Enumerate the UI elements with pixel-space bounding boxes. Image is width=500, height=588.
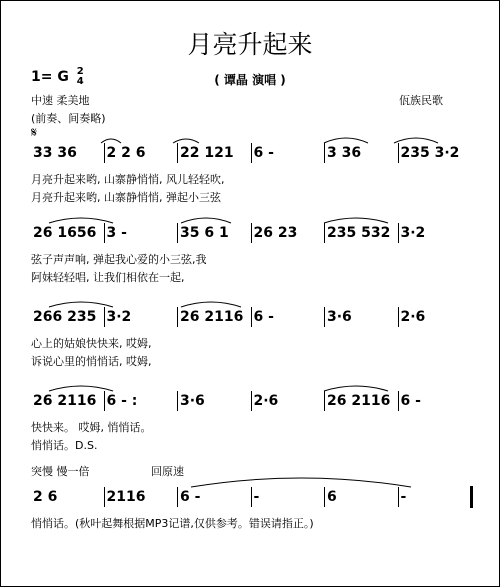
bar: 266 235 (31, 307, 105, 327)
bar: 3 - (105, 223, 179, 243)
final-barline (470, 486, 473, 508)
notation-line-2 (31, 223, 471, 243)
notation-line-5 (31, 487, 471, 507)
bar: 6 (325, 487, 399, 507)
bar: 6 - (252, 143, 326, 163)
key-signature (31, 67, 84, 87)
lyric-text: 心上的姑娘快快来, 哎姆, (31, 337, 152, 350)
bar: 3 36 (325, 143, 399, 163)
lyric-line (31, 353, 471, 369)
bar: 3·2 (400, 225, 426, 241)
slur (191, 478, 411, 487)
bar: 26 2116 (31, 391, 105, 411)
coda-marking: 回原速 (151, 465, 184, 478)
segno-mark: 𝄋 (31, 125, 38, 141)
bar: 3·6 (325, 307, 399, 327)
bar: 3·6 (178, 391, 252, 411)
prelude-note: (前奏、间奏略) (31, 112, 106, 125)
lyric-line (31, 515, 471, 531)
bar: 26 23 (252, 223, 326, 243)
bar: 26 2116 (178, 307, 252, 327)
lyric-text: 阿妹轻轻唱, 让我们相依在一起, (31, 271, 185, 284)
bar: 26 2116 (325, 391, 399, 411)
notation-line-4 (31, 391, 471, 411)
bar: 3·2 (105, 307, 179, 327)
lyric-text: 悄悄话。D.S. (31, 439, 98, 452)
bar: - (400, 489, 407, 505)
bar: 235 532 (325, 223, 399, 243)
bar: 2 6 (31, 487, 105, 507)
time-signature (77, 67, 84, 87)
bar: 6 - (178, 487, 252, 507)
bar: 235 3·2 (400, 145, 460, 161)
lyric-line (31, 335, 471, 351)
bar: 2·6 (400, 309, 426, 325)
final-tempo-marking: 突慢 慢一倍 (31, 465, 90, 478)
lyric-text: 诉说心里的悄悄话, 哎姆, (31, 355, 152, 368)
lyric-text: 月亮升起来哟, 山寨静悄悄, 风儿轻轻吹, (31, 173, 225, 186)
lyric-text: 悄悄话。(秋叶起舞根据MP3记谱,仅供参考。错误请指正。) (31, 517, 314, 530)
bar: 2·6 (252, 391, 326, 411)
song-title: 月亮升起来 (187, 30, 313, 59)
bar: 6 - (400, 393, 421, 409)
bar: 2116 (105, 487, 179, 507)
time-denominator: 4 (76, 76, 84, 87)
bar: 35 6 1 (178, 223, 252, 243)
bar: 2 2 6 (105, 143, 179, 163)
bar: 22 121 (178, 143, 252, 163)
tempo-marking: 中速 柔美地 (31, 94, 90, 107)
lyric-text: 快快来。 哎姆, 悄悄话。 (31, 421, 152, 434)
lyric-text: 月亮升起来哟, 山寨静悄悄, 弹起小三弦 (31, 191, 221, 204)
lyric-text: 弦子声声响, 弹起我心爱的小三弦,我 (31, 253, 207, 266)
lyric-line (31, 171, 471, 187)
key-text: 1= G (31, 69, 69, 85)
lyric-line (31, 437, 471, 453)
lyric-line (31, 251, 471, 267)
bar: 6 - (252, 307, 326, 327)
lyric-line (31, 269, 471, 285)
bar: 33 36 (31, 143, 105, 163)
bar: - (252, 487, 326, 507)
performer-credit: ( 谭晶 演唱 ) (214, 73, 286, 87)
bar: 26 1656 (31, 223, 105, 243)
song-origin: 佤族民歌 (399, 94, 443, 107)
notation-line-3 (31, 307, 471, 327)
lyric-line (31, 419, 471, 435)
bar: 6 - : (105, 391, 179, 411)
time-numerator: 2 (76, 66, 84, 77)
notation-line-1 (31, 143, 471, 163)
lyric-line (31, 189, 471, 205)
